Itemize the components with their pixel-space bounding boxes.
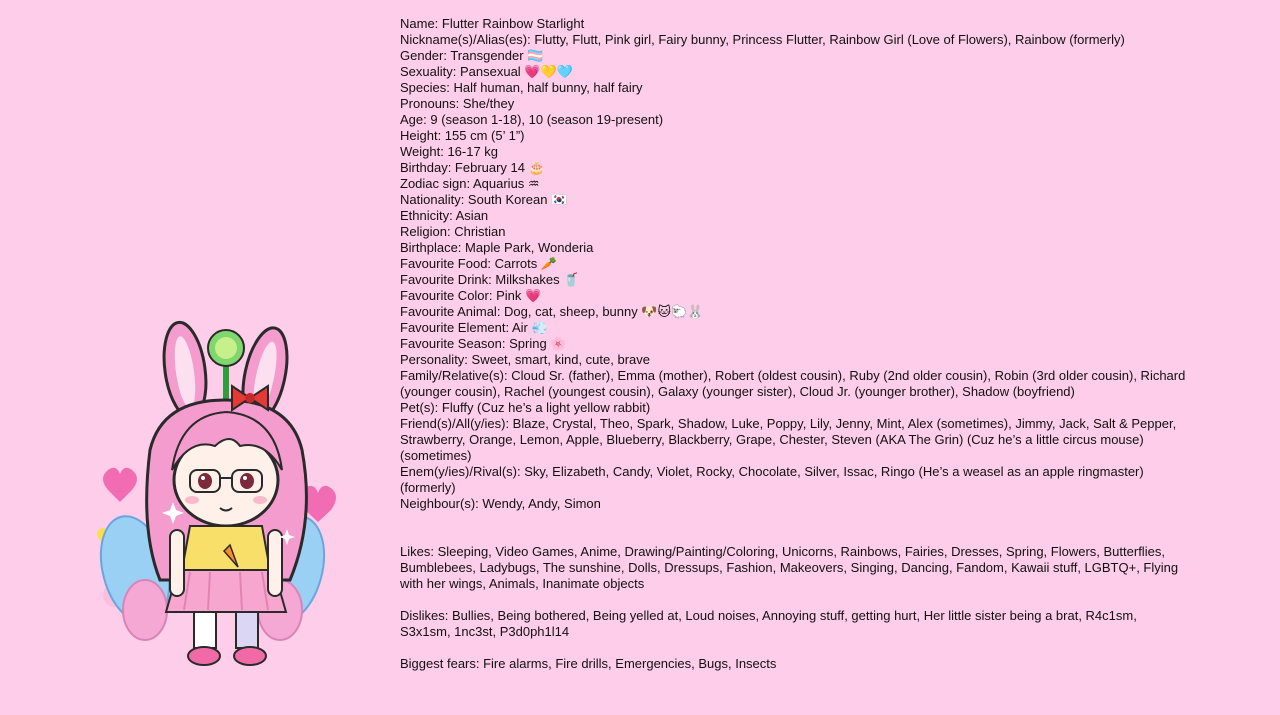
arm-right <box>268 530 282 596</box>
profile-gender: Gender: Transgender 🏳️‍⚧️ <box>400 48 544 63</box>
profile-birthday: Birthday: February 14 🎂 <box>400 160 545 175</box>
profile-weight: Weight: 16-17 kg <box>400 144 499 159</box>
profile-age: Age: 9 (season 1-18), 10 (season 19-present) <box>400 112 664 127</box>
profile-ethnicity: Ethnicity: Asian <box>400 208 489 223</box>
profile-fav-food: Favourite Food: Carrots 🥕 <box>400 256 558 271</box>
profile-sexuality: Sexuality: Pansexual 💗💛🩵 <box>400 64 573 79</box>
character-illustration <box>90 320 360 680</box>
profile-nationality: Nationality: South Korean 🇰🇷 <box>400 192 568 207</box>
spacer <box>400 512 1190 544</box>
shoe-right <box>234 647 266 665</box>
profile-zodiac: Zodiac sign: Aquarius ♒ <box>400 176 540 191</box>
profile-nicknames: Nickname(s)/Alias(es): Flutty, Flutt, Pink girl, Fairy bunny, Princess Flutter, Rainbow Girl (Love of Flowers), Rainbow (formerly) <box>400 32 1125 47</box>
arm-left <box>170 530 184 596</box>
profile-dislikes: Dislikes: Bullies, Being bothered, Being yelled at, Loud noises, Annoying stuff, getting hurt, Her little sister being a brat, R4c1sm, S3x1sm, 1nc3st, P3d0ph1l14 <box>400 608 1137 639</box>
profile-fav-drink: Favourite Drink: Milkshakes 🥤 <box>400 272 580 287</box>
leg-left <box>194 612 216 648</box>
profile-neighbours: Neighbour(s): Wendy, Andy, Simon <box>400 496 601 511</box>
profile-name: Name: Flutter Rainbow Starlight <box>400 16 585 31</box>
spacer <box>400 592 1190 608</box>
heart-decor-left <box>103 468 137 502</box>
profile-personality: Personality: Sweet, smart, kind, cute, brave <box>400 352 650 367</box>
profile-enemies: Enem(y/ies)/Rival(s): Sky, Elizabeth, Candy, Violet, Rocky, Chocolate, Silver, Issac, Ringo (He’s a weasel as an apple ringmaster) (formerly) <box>400 464 1144 495</box>
shoe-left <box>188 647 220 665</box>
profile-likes: Likes: Sleeping, Video Games, Anime, Drawing/Painting/Coloring, Unicorns, Rainbows, Fairies, Dresses, Spring, Flowers, Butterflies, Bumblebees, Ladybugs, The sunshine, Dolls, Dressups, Fashion, Makeovers, Singing, Dancing, Fandom, Kawaii stuff, LGBTQ+, Flying with her wings, Animals, Inanimate objects <box>400 544 1179 591</box>
profile-fav-animal: Favourite Animal: Dog, cat, sheep, bunny 🐶🐱🐑🐰 <box>400 304 704 319</box>
profile-fav-color: Favourite Color: Pink 💗 <box>400 288 542 303</box>
profile-pronouns: Pronouns: She/they <box>400 96 515 111</box>
profile-family: Family/Relative(s): Cloud Sr. (father), Emma (mother), Robert (oldest cousin), Ruby (2nd older cousin), Robin (3rd older cousin), Richard (younger cousin), Rachel (youngest cousin), Galaxy (younger sister), Cloud Jr. (younger brother), Shadow (boyfriend) <box>400 368 1186 399</box>
profile-height: Height: 155 cm (5’ 1”) <box>400 128 525 143</box>
profile-fears: Biggest fears: Fire alarms, Fire drills, Emergencies, Bugs, Insects <box>400 656 777 671</box>
profile-species: Species: Half human, half bunny, half fairy <box>400 80 643 95</box>
profile-fav-season: Favourite Season: Spring 🌸 <box>400 336 567 351</box>
profile-birthplace: Birthplace: Maple Park, Wonderia <box>400 240 594 255</box>
leg-right <box>236 612 258 648</box>
profile-friends: Friend(s)/All(y/ies): Blaze, Crystal, Theo, Spark, Shadow, Luke, Poppy, Lily, Jenny, Mint, Alex (sometimes), Jimmy, Jack, Salt & Pepper, Strawberry, Orange, Lemon, Apple, Blueberry, Blackberry, Grape, Chester, Steven (AKA The Grin) (Cuz he’s a little circus mouse) (sometimes) <box>400 416 1177 463</box>
character-profile <box>400 16 1190 672</box>
profile-fav-element: Favourite Element: Air 💨 <box>400 320 548 335</box>
spacer <box>400 640 1190 656</box>
profile-pets: Pet(s): Fluffy (Cuz he’s a light yellow rabbit) <box>400 400 651 415</box>
profile-religion: Religion: Christian <box>400 224 506 239</box>
